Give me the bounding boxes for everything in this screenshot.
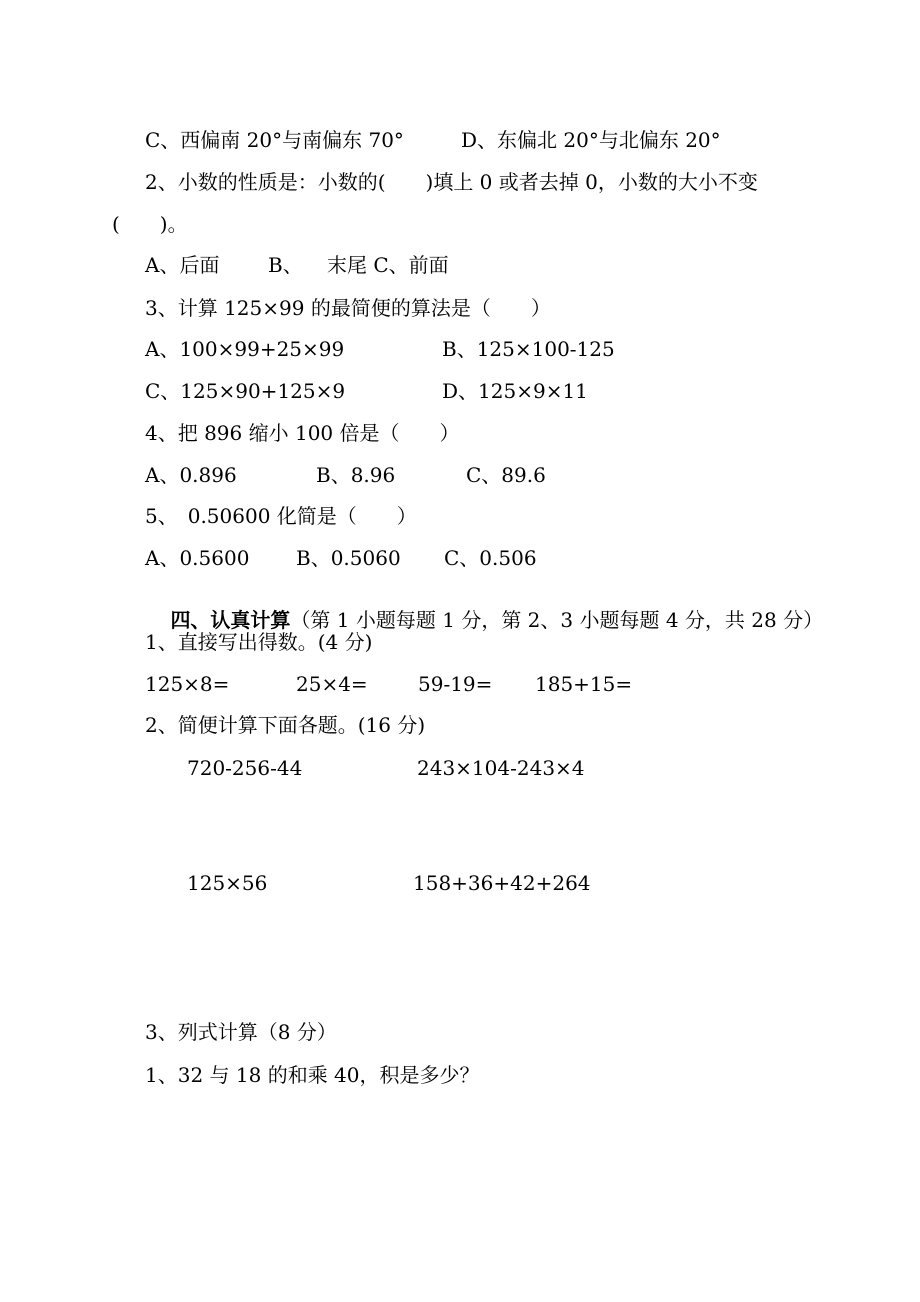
q5-option-b: B、0.5060	[296, 546, 401, 570]
section-four-heading: 四、认真计算	[170, 608, 291, 632]
q3-option-a: A、100×99+25×99	[145, 337, 345, 361]
q3-prompt: 3、计算 125×99 的最简便的算法是（ ）	[145, 296, 551, 320]
direct-calc-item-4: 185+15=	[535, 672, 633, 696]
q2-option-c: 末尾 C、前面	[327, 253, 449, 277]
simplify-item-4: 158+36+42+264	[413, 871, 591, 895]
part-three-title: 3、列式计算（8 分）	[145, 1020, 337, 1044]
simplify-item-1: 720-256-44	[187, 756, 303, 780]
word-problem-item-1: 1、32 与 18 的和乘 40，积是多少？	[145, 1063, 480, 1087]
q4-option-c: C、89.6	[466, 463, 546, 487]
q3-option-d: D、125×9×11	[442, 379, 588, 403]
direct-calc-item-1: 125×8=	[145, 672, 230, 696]
q1-option-c: C、西偏南 20°与南偏东 70°	[145, 128, 404, 152]
simplify-item-3: 125×56	[187, 871, 268, 895]
q4-option-a: A、0.896	[145, 463, 237, 487]
section-four-note: （第 1 小题每题 1 分，第 2、3 小题每题 4 分，共 28 分）	[290, 608, 824, 632]
q2-prompt-continuation: ( )。	[112, 212, 188, 236]
q4-prompt: 4、把 896 缩小 100 倍是（ ）	[145, 421, 460, 445]
part-two-title: 2、简便计算下面各题。(16 分)	[145, 713, 426, 737]
q2-option-a: A、后面	[145, 253, 220, 277]
part-one-title: 1、直接写出得数。(4 分)	[145, 630, 373, 654]
q4-option-b: B、8.96	[316, 463, 396, 487]
direct-calc-item-3: 59-19=	[418, 672, 493, 696]
simplify-item-2: 243×104-243×4	[417, 756, 585, 780]
q1-option-d: D、东偏北 20°与北偏东 20°	[461, 128, 721, 152]
q5-option-c: C、0.506	[444, 546, 537, 570]
direct-calc-item-2: 25×4=	[296, 672, 368, 696]
q5-option-a: A、0.5600	[145, 546, 250, 570]
q2-prompt: 2、小数的性质是：小数的( )填上 0 或者去掉 0，小数的大小不变	[145, 170, 758, 194]
q3-option-c: C、125×90+125×9	[145, 379, 346, 403]
q5-prompt: 5、 0.50600 化简是（ ）	[145, 504, 417, 528]
q2-option-b: B、	[268, 253, 303, 277]
q3-option-b: B、125×100-125	[442, 337, 615, 361]
